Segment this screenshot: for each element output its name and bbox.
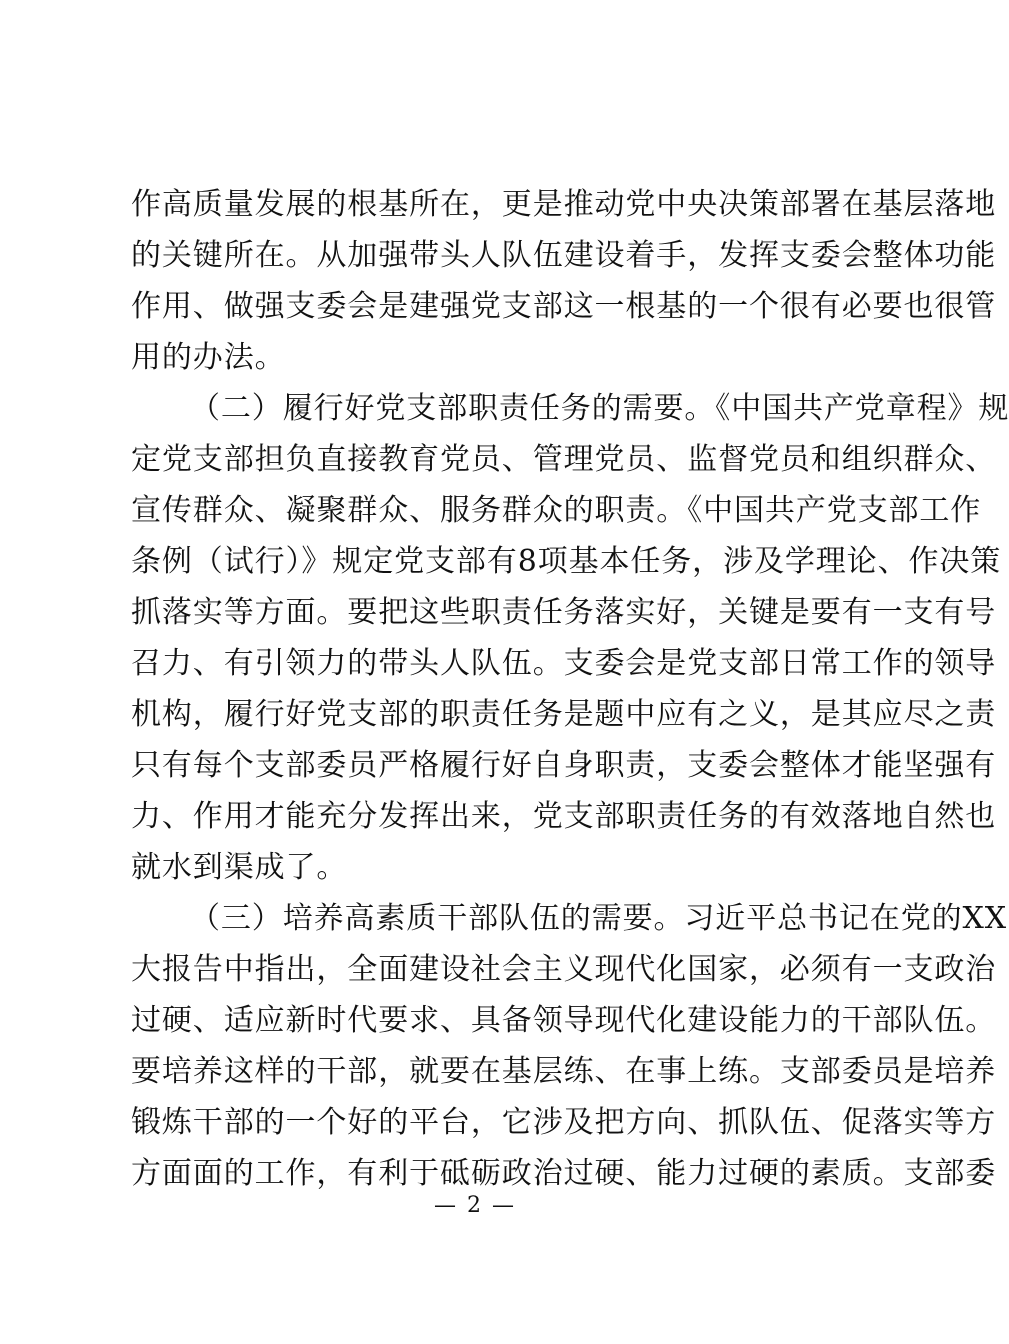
text-line: 只有每个支部委员严格履行好自身职责，支委会整体才能坚强有 bbox=[131, 748, 997, 783]
text-line: 作高质量发展的根基所在，更是推动党中央决策部署在基层落地 bbox=[131, 187, 997, 222]
text-line: 抓落实等方面。要把这些职责任务落实好，关键是要有一支有号 bbox=[131, 595, 997, 630]
text-line: 定党支部担负直接教育党员、管理党员、监督党员和组织群众、 bbox=[131, 442, 997, 477]
section-heading-line: （三）培养高素质干部队伍的需要。习近平总书记在党的XX bbox=[190, 901, 1008, 936]
text-line: 宣传群众、凝聚群众、服务群众的职责。《中国共产党支部工作 bbox=[131, 493, 982, 528]
section-heading-line: （二）履行好党支部职责任务的需要。《中国共产党章程》规 bbox=[190, 391, 1009, 426]
text-line: 锻炼干部的一个好的平台，它涉及把方向、抓队伍、促落实等方 bbox=[131, 1105, 997, 1140]
text-line: 过硬、适应新时代要求、具备领导现代化建设能力的干部队伍。 bbox=[131, 1003, 997, 1038]
text-line: 机构，履行好党支部的职责任务是题中应有之义，是其应尽之责 bbox=[131, 697, 997, 732]
text-line: 大报告中指出，全面建设社会主义现代化国家，必须有一支政治 bbox=[131, 952, 997, 987]
text-line: 的关键所在。从加强带头人队伍建设着手，发挥支委会整体功能 bbox=[131, 238, 997, 273]
text-line: 条例（试行）》规定党支部有8项基本任务，涉及学理论、作决策 bbox=[131, 544, 1002, 579]
text-line: 召力、有引领力的带头人队伍。支委会是党支部日常工作的领导 bbox=[131, 646, 997, 681]
text-line: 要培养这样的干部，就要在基层练、在事上练。支部委员是培养 bbox=[131, 1054, 997, 1089]
text-line: 作用、做强支委会是建强党支部这一根基的一个很有必要也很管 bbox=[131, 289, 997, 324]
text-line: 方面面的工作，有利于砥砺政治过硬、能力过硬的素质。支部委 bbox=[131, 1156, 997, 1191]
text-line: 就水到渠成了。 bbox=[131, 850, 348, 885]
text-line: 用的办法。 bbox=[131, 340, 286, 375]
text-line: 力、作用才能充分发挥出来，党支部职责任务的有效落地自然也 bbox=[131, 799, 997, 834]
page-number: — 2 — bbox=[434, 1193, 516, 1218]
